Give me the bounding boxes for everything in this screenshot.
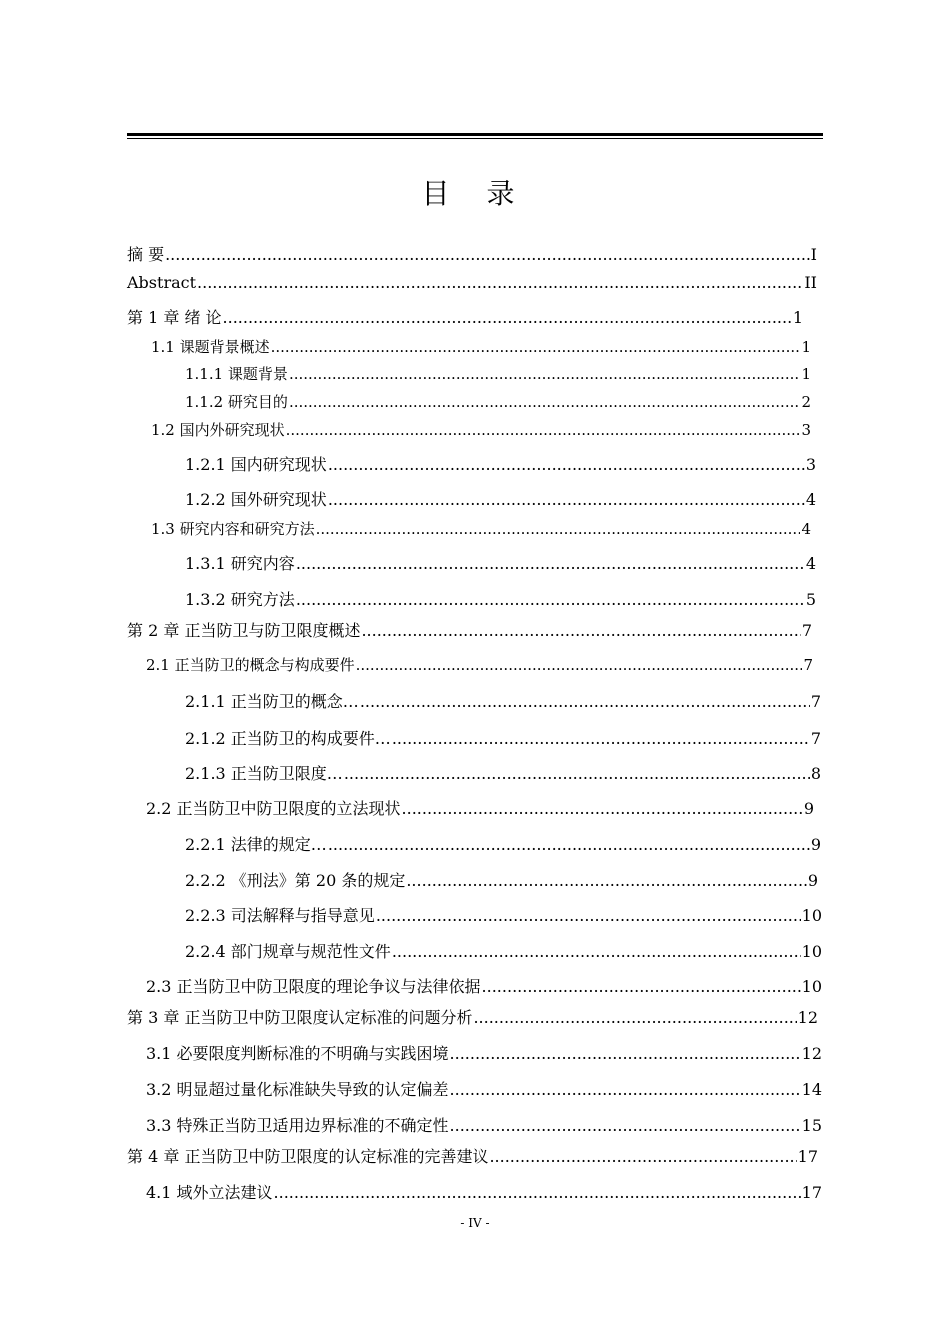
- toc-entry-label: 2.2 正当防卫中防卫限度的立法现状: [146, 799, 401, 818]
- toc-leader-dots: [360, 692, 810, 711]
- toc-entry-label: 2.1.2 正当防卫的构成要件…: [185, 729, 391, 748]
- toc-entry[interactable]: [151, 419, 811, 440]
- toc-entry-label: 3.3 特殊正当防卫适用边界标准的不确定性: [146, 1116, 449, 1135]
- toc-entry-label: 1.2.1 国内研究现状: [185, 455, 327, 474]
- toc-entry-page: 12: [797, 1008, 818, 1027]
- toc-entry[interactable]: [127, 273, 817, 292]
- toc-entry-label: 1.1.2 研究目的: [185, 393, 288, 411]
- toc-entry-page: II: [804, 273, 817, 292]
- toc-entry[interactable]: [185, 689, 821, 712]
- toc-entry-page: 4: [801, 520, 811, 538]
- toc-leader-dots: [274, 1183, 801, 1202]
- toc-entry-label: 2.2.3 司法解释与指导意见: [185, 906, 375, 925]
- toc-entry[interactable]: [127, 1144, 818, 1167]
- toc-entry-label: 2.2.2 《刑法》第 20 条的规定: [185, 871, 406, 890]
- toc-entry-label: Abstract: [127, 273, 197, 292]
- toc-entry[interactable]: [127, 1005, 818, 1028]
- toc-leader-dots: [328, 835, 810, 854]
- page-title: 目 录: [421, 177, 529, 210]
- toc-leader-dots: [392, 729, 810, 748]
- toc-leader-dots: [361, 621, 800, 640]
- toc-entry-page: 9: [810, 835, 821, 854]
- toc-entry-label: 2.1 正当防卫的概念与构成要件: [146, 656, 355, 674]
- toc-entry-label: 2.1.1 正当防卫的概念…: [185, 692, 359, 711]
- toc-entry-page: 1: [792, 308, 803, 327]
- toc-entry-page: 9: [807, 871, 818, 890]
- toc-leader-dots: [316, 520, 801, 538]
- toc-entry-label: 3.2 明显超过量化标准缺失导致的认定偏差: [146, 1080, 449, 1099]
- toc-entry-page: 3: [801, 421, 811, 439]
- toc-entry-page: 1: [801, 365, 811, 383]
- toc-leader-dots: [450, 1044, 801, 1063]
- toc-entry-label: 3.1 必要限度判断标准的不明确与实践困境: [146, 1044, 449, 1063]
- toc-entry-page: I: [810, 245, 817, 264]
- toc-entry-label: 4.1 域外立法建议: [146, 1183, 273, 1202]
- toc-entry-label: 第 2 章 正当防卫与防卫限度概述: [127, 621, 361, 640]
- toc-entry-page: 3: [805, 455, 816, 474]
- toc-entry[interactable]: [185, 363, 811, 384]
- toc-entry[interactable]: [185, 832, 821, 855]
- toc-entry-page: 5: [805, 590, 816, 609]
- toc-leader-dots: [286, 421, 801, 439]
- toc-entry[interactable]: [151, 336, 811, 357]
- toc-entry[interactable]: [185, 761, 821, 784]
- toc-leader-dots: [289, 365, 801, 383]
- toc-entry[interactable]: [146, 1077, 822, 1100]
- toc-entry-label: 2.2.1 法律的规定…: [185, 835, 327, 854]
- toc-leader-dots: [489, 1147, 796, 1166]
- toc-entry[interactable]: [185, 868, 818, 891]
- toc-entry[interactable]: [151, 518, 811, 539]
- toc-entry[interactable]: [127, 618, 812, 641]
- toc-entry-label: 2.1.3 正当防卫限度…: [185, 764, 343, 783]
- toc-leader-dots: [450, 1116, 801, 1135]
- toc-entry-label: 1.1 课题背景概述: [151, 338, 270, 356]
- toc-leader-dots: [165, 245, 810, 264]
- toc-entry-page: 10: [801, 906, 822, 925]
- toc-entry-label: 第 1 章 绪 论: [127, 308, 222, 327]
- toc-entry[interactable]: [146, 1041, 822, 1064]
- toc-entry-page: 4: [805, 554, 816, 573]
- toc-entry-label: 2.3 正当防卫中防卫限度的理论争议与法律依据: [146, 977, 481, 996]
- toc-entry-page: 8: [810, 764, 821, 783]
- toc-entry-label: 1.3 研究内容和研究方法: [151, 520, 315, 538]
- toc-entry-page: 1: [801, 338, 811, 356]
- toc-entry-page: 7: [810, 692, 821, 711]
- toc-leader-dots: [406, 871, 806, 890]
- toc-leader-dots: [402, 799, 803, 818]
- toc-entry-label: 1.3.2 研究方法: [185, 590, 295, 609]
- toc-entry-page: 7: [801, 621, 812, 640]
- toc-entry-page: 10: [801, 977, 822, 996]
- toc-entry-page: 17: [797, 1147, 818, 1166]
- toc-leader-dots: [482, 977, 801, 996]
- toc-entry[interactable]: [185, 551, 816, 574]
- toc-entry[interactable]: [127, 242, 817, 265]
- toc-entry-page: 4: [805, 490, 816, 509]
- toc-leader-dots: [328, 490, 805, 509]
- toc-entry[interactable]: [146, 974, 822, 997]
- toc-leader-dots: [296, 590, 805, 609]
- toc-entry-page: 14: [801, 1080, 822, 1099]
- toc-entry[interactable]: [146, 654, 813, 675]
- toc-entry[interactable]: [185, 587, 816, 610]
- toc-entry[interactable]: [185, 939, 822, 962]
- toc-entry[interactable]: [185, 452, 816, 475]
- toc-entry-page: 15: [801, 1116, 822, 1135]
- toc-entry-label: 摘 要: [127, 245, 165, 264]
- toc-leader-dots: [328, 455, 805, 474]
- toc-entry-label: 第 4 章 正当防卫中防卫限度的认定标准的完善建议: [127, 1147, 489, 1166]
- toc-entry-label: 1.1.1 课题背景: [185, 365, 288, 383]
- toc-leader-dots: [289, 393, 801, 411]
- toc-entry-page: 9: [803, 799, 814, 818]
- page-number-footer: - IV -: [460, 1216, 490, 1230]
- toc-leader-dots: [271, 338, 801, 356]
- toc-entry[interactable]: [146, 1180, 822, 1203]
- toc-entry-page: 12: [801, 1044, 822, 1063]
- toc-leader-dots: [473, 1008, 796, 1027]
- toc-entry[interactable]: [146, 796, 814, 819]
- toc-entry-label: 1.2.2 国外研究现状: [185, 490, 327, 509]
- toc-entry-label: 2.2.4 部门规章与规范性文件: [185, 942, 391, 961]
- toc-entry-page: 17: [801, 1183, 822, 1202]
- toc-leader-dots: [344, 764, 810, 783]
- toc-entry-label: 1.3.1 研究内容: [185, 554, 295, 573]
- toc-leader-dots: [197, 273, 803, 292]
- toc-leader-dots: [376, 906, 801, 925]
- toc-entry-page: 7: [803, 656, 813, 674]
- toc-leader-dots: [356, 656, 803, 674]
- toc-leader-dots: [296, 554, 805, 573]
- toc-entry-page: 7: [810, 729, 821, 748]
- toc-entry[interactable]: [127, 305, 803, 328]
- toc-leader-dots: [223, 308, 792, 327]
- toc-entry-label: 1.2 国内外研究现状: [151, 421, 285, 439]
- toc-entry[interactable]: [185, 903, 822, 926]
- toc-leader-dots: [392, 942, 801, 961]
- toc-entry-page: 2: [801, 393, 811, 411]
- toc-entry[interactable]: [146, 1113, 822, 1136]
- toc-entry[interactable]: [185, 487, 816, 510]
- toc-leader-dots: [450, 1080, 801, 1099]
- toc-entry[interactable]: [185, 391, 811, 412]
- toc-entry-label: 第 3 章 正当防卫中防卫限度认定标准的问题分析: [127, 1008, 473, 1027]
- toc-entry[interactable]: [185, 726, 821, 749]
- toc-entry-page: 10: [801, 942, 822, 961]
